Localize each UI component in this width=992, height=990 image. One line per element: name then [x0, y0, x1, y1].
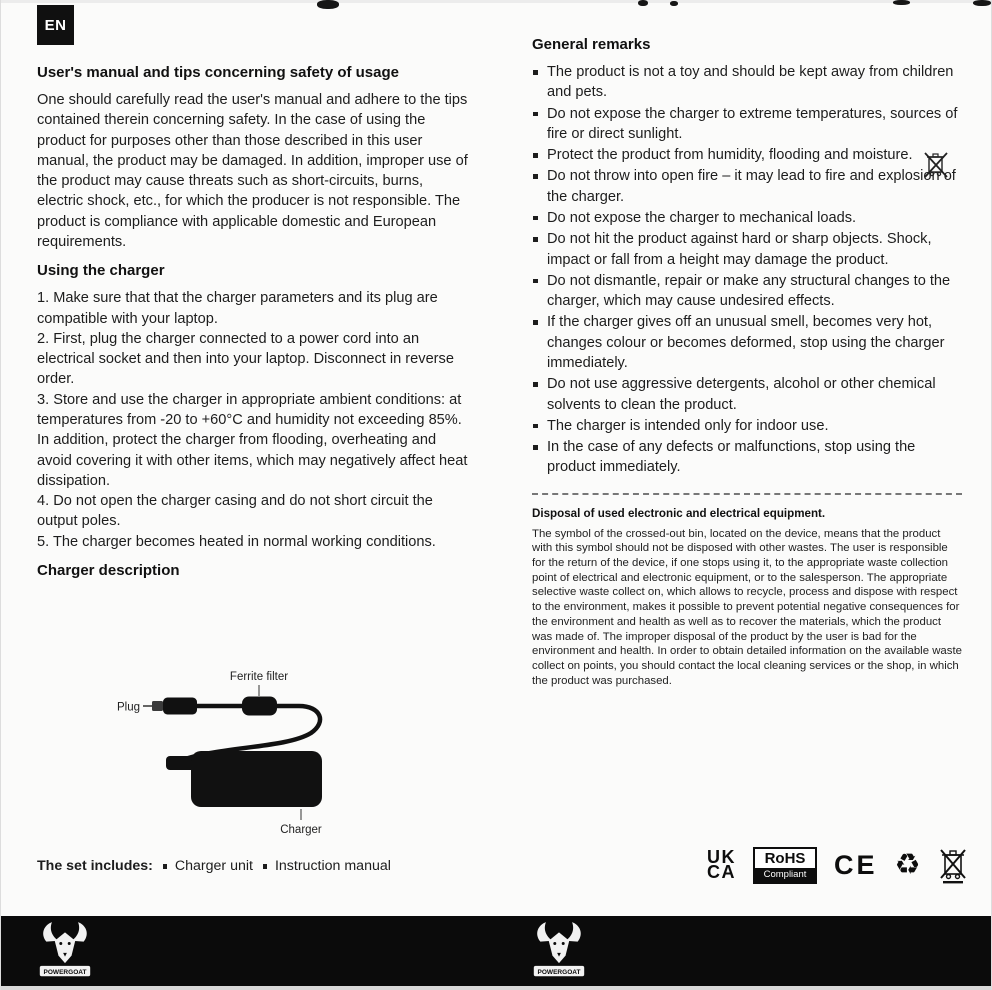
- charger-diagram: [37, 662, 471, 842]
- using-step: 3. Store and use the charger in appropriate ambient conditions: at temperatures from -20 to +60°C and humidity not exceeding 85%. In addition, protect the charger from flooding, overheating and avoid covering it with other items, which may negatively affect heat dissipation.: [37, 391, 468, 489]
- remark-item: In the case of any defects or malfunctions, stop using the product immediately.: [532, 437, 962, 478]
- ferrite-filter: [242, 697, 277, 716]
- rohs-label: RoHS: [764, 849, 806, 867]
- ukca-line2: CA: [707, 862, 736, 882]
- compliance-marks: [707, 846, 968, 884]
- scan-artifact: [638, 0, 648, 6]
- remark-item: Protect the product from humidity, flooding and moisture.: [532, 145, 962, 165]
- safety-title: User's manual and tips concerning safety of usage: [37, 64, 399, 81]
- powergoat-logo: [37, 921, 93, 981]
- remark-item: Do not throw into open fire – it may lead to fire and explosion of the charger.: [532, 166, 962, 207]
- remark-item: Do not hit the product against hard or sharp objects. Shock, impact or fall from a height may damage the product.: [532, 229, 962, 270]
- powergoat-wordmark: POWERGOAT: [537, 968, 581, 976]
- remark-item: The charger is intended only for indoor use.: [532, 416, 962, 436]
- using-steps-list: [37, 288, 471, 552]
- remark-item: Do not expose the charger to extreme temperatures, sources of fire or direct sunlight.: [532, 104, 962, 145]
- safety-body: One should carefully read the user's manual and adhere to the tips contained therein concerning safety. In the case of using the product for purposes other than those described in this user manual, the product may be damaged. In addition, improper use of the product may cause threats such as short-circuits, burns, electric shock, etc., for which the producer is not responsible. The product is compliance with applicable domestic and European requirements.: [37, 92, 468, 250]
- ce-mark: CE: [834, 849, 878, 880]
- plug-label: Plug: [116, 701, 140, 714]
- using-title: Using the charger: [37, 262, 165, 280]
- remark-item: The product is not a toy and should be kept away from children and pets.: [532, 62, 962, 103]
- recycling-icon: ♻: [894, 848, 921, 881]
- remark-item: If the charger gives off an unusual smell, becomes very hot, changes colour or becomes deformed, stop using the charger immediately.: [532, 312, 962, 373]
- set-item: Charger unit: [163, 858, 253, 874]
- ferrite-filter-label: Ferrite filter: [229, 671, 289, 683]
- charger-brick: [191, 751, 322, 807]
- disposal-body: The symbol of the crossed-out bin, located on the device, means that the product with this symbol should not be disposed with other wastes. The user is responsible for the return of the device, if one stops using it, to the appropriate waste collection point of electrical and electronic equipment, or to the salesperson. The appropriate selective waste collect on, which allows to recycle, process and dispose with respect to the environment, makes it possible to prevent potential negative consequences for the environment and health as well as to recover the materials, which the product was made of. The improper disposal of the product by the user is bad for the environment and health. In order to obtain detailed information on the available waste collect on points, you should contact the local cleaning services or the shop, in which the product was purchased.: [532, 527, 962, 687]
- using-section: [37, 262, 471, 552]
- scan-artifact: [317, 0, 339, 9]
- general-remarks-list: [532, 62, 962, 478]
- weee-bin-icon: [923, 150, 949, 180]
- dashed-divider: [532, 493, 962, 495]
- set-includes-line: [37, 858, 391, 874]
- set-item: Instruction manual: [263, 858, 391, 874]
- remark-item: Do not use aggressive detergents, alcohol or other chemical solvents to clean the product.: [532, 374, 962, 415]
- using-step: 2. First, plug the charger connected to a power cord into an electrical socket and then into your laptop. Disconnect in reverse order.: [37, 330, 454, 388]
- charger-description-title: Charger description: [37, 561, 180, 579]
- ukca-line1: UK: [707, 847, 736, 867]
- rohs-compliant-label: Compliant: [755, 868, 815, 882]
- page-top-edge: [1, 0, 991, 3]
- using-step: 4. Do not open the charger casing and do not short circuit the output poles.: [37, 493, 433, 530]
- left-column: [37, 64, 471, 588]
- powergoat-logo: [531, 921, 587, 981]
- page-bottom-edge: [1, 986, 991, 990]
- language-badge: EN: [37, 5, 74, 45]
- safety-section: [37, 64, 471, 252]
- scan-artifact: [670, 1, 678, 6]
- plug-body: [163, 698, 197, 715]
- remark-item: Do not expose the charger to mechanical loads.: [532, 208, 962, 228]
- remark-item: Do not dismantle, repair or make any structural changes to the charger, which may cause undesired effects.: [532, 271, 962, 312]
- ukca-mark: [707, 847, 736, 882]
- disposal-title: Disposal of used electronic and electrical equipment.: [532, 506, 826, 520]
- powergoat-wordmark: POWERGOAT: [43, 968, 87, 976]
- scan-artifact: [893, 0, 910, 5]
- using-step: 1. Make sure that that the charger parameters and its plug are compatible with your laptop.: [37, 290, 438, 327]
- charger-label: Charger: [280, 824, 322, 836]
- set-includes-label: The set includes:: [37, 858, 153, 874]
- general-remarks-title: General remarks: [532, 36, 651, 53]
- rohs-mark: [753, 847, 817, 884]
- right-column: [532, 36, 962, 688]
- weee-bin-icon: [938, 846, 968, 884]
- footer-bar: [1, 916, 991, 986]
- scan-artifact: [973, 0, 991, 6]
- plug-tip: [152, 701, 163, 711]
- using-step: 5. The charger becomes heated in normal working conditions.: [37, 533, 436, 550]
